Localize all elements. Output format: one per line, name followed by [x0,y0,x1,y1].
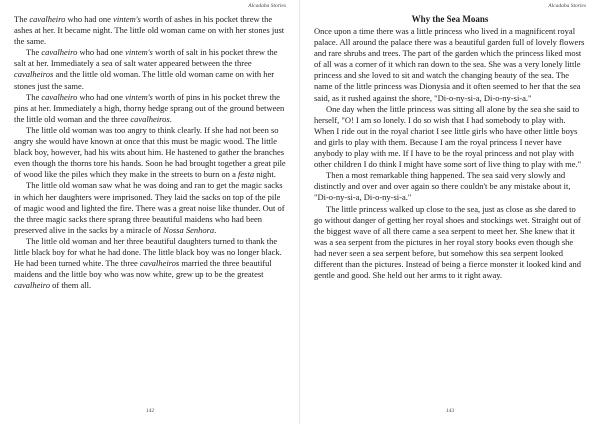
paragraph [14,125,286,180]
text-run: Then a most remarkable thing happened. The sea said very slowly and distinctly and over and over again so there couldn't be any mistake about it, "Di-o-ny-si-a, Di-o-ny-si-a." [314,170,571,203]
text-run: and the little old woman. The little old woman came on with her stones just the same. [14,69,275,91]
paragraph [314,26,586,104]
right-page-body [314,26,586,281]
text-run: The [14,14,30,24]
paragraph [14,92,286,125]
paragraph [14,47,286,91]
text-run: of them all. [50,280,92,291]
text-run: One day when the little princess was sitting all alone by the sea she said to herself, "O! I am so lonely. I do so wish that I had somebody to play with. When I ride out in the royal chariot I see little girls who have other little boys and girls to play with them. Because I am the royal princess I never have anybody to play with me. If I have to be the royal princess and not play with other children I do think I might have some sort of live thing to play with me." [314,103,582,170]
text-run: . [214,224,217,235]
paragraph [14,14,286,47]
italic-term: vintem's [125,91,153,102]
text-run: who had one [77,47,126,58]
page-number-right: 143 [445,408,455,414]
paragraph [314,204,586,282]
text-run: The little old woman and her three beautiful daughters turned to thank the little black boy for what he had done. The little black boy was no longer black. He had been turned white. The three [14,235,282,269]
italic-term: Nossa Senhora [162,224,215,235]
text-run: worth of pins in his pocket threw the pins at her. Immediately a high, thorny hedge sprang out of the ground between the little old woman and the three [14,91,285,124]
text-run: The [26,47,42,58]
paragraph [314,170,586,203]
italic-term: cavalheiros [14,69,54,80]
italic-term: cavalheiro [14,280,51,291]
text-run: . [169,113,172,124]
running-head-right: Alcadaba Stories [548,3,586,9]
italic-term: cavalheiros [139,258,180,269]
italic-term: cavalheiro [29,14,66,24]
text-run: married the three beautiful maidens and the little boy who was now white, grew up to be the greatest [14,258,272,280]
right-page [300,0,600,424]
text-run: Once upon a time there was a little princess who lived in a magnificent royal palace. All around the palace there was a beautiful garden full of lovely flowers and rare shrubs and trees. The part of the garden which the princess liked most of all was a corner of it which ran down to the sea. She was a very lonely little princess and she loved to sit and watch the changing beauty of the sea. The name of the little princess was Dionysia and it often seemed to her that the sea said, as it rushed against the shore, "Di-o-ny-si-a, Di-o-ny-si-a." [314,26,585,103]
text-run: The [26,91,42,102]
running-head-left: Alcadaba Stories [248,3,286,9]
italic-term: vintem's [113,14,141,24]
paragraph [14,236,286,291]
text-run: worth of salt in his pocket threw the salt at her. Immediately a sea of salt water appeared between the three [14,47,278,69]
text-run: The little old woman was too angry to think clearly. If she had not been so angry she would have known at once that this must be magic wood. The little black boy, however, had his wits about him. He hastened to gather the branches even though the thorns tore his hands. Soon he had brought together a great pile of wood like the piles which they make in the streets to burn on a [14,124,286,180]
italic-term: cavalheiros [130,113,170,124]
text-run: The little princess walked up close to the sea, just as close as she dared to go without danger of getting her royal shoes and stockings wet. Straight out of the biggest wave of all there came a sea serpent to meet her. She knew that it was a sea serpent from the pictures in her royal story books even though she had never seen a sea serpent before, but somehow this sea serpent looked different than the pictures. Instead of being a fierce monster it looked kind and gentle and good. She held out her arms to it right away. [314,203,582,281]
text-run: who had one [65,14,114,24]
text-run: who had one [77,91,126,102]
text-run: night. [254,169,276,180]
italic-term: festa [238,169,255,180]
italic-term: vintem's [125,47,153,58]
left-page-body [14,14,286,291]
text-run: The little old woman saw what he was doing and ran to get the magic sacks in which her daughters were imprisoned. They laid the sacks on top of the pile of magic wood and lighted the fire. There was a great noise like thunder. Out of the three magic sacks there sprang three beautiful maidens who had been preserved alive in the sacks by a miracle of [14,180,285,235]
italic-term: cavalheiro [41,91,78,102]
text-run: worth of ashes in his pocket threw the ashes at her. It became night. The little old woman came on with her stones just the same. [14,14,285,47]
paragraph [14,180,286,235]
chapter-title: Why the Sea Moans [411,14,489,24]
page-number-left: 142 [145,408,155,414]
paragraph [314,104,586,171]
italic-term: cavalheiro [41,47,78,58]
